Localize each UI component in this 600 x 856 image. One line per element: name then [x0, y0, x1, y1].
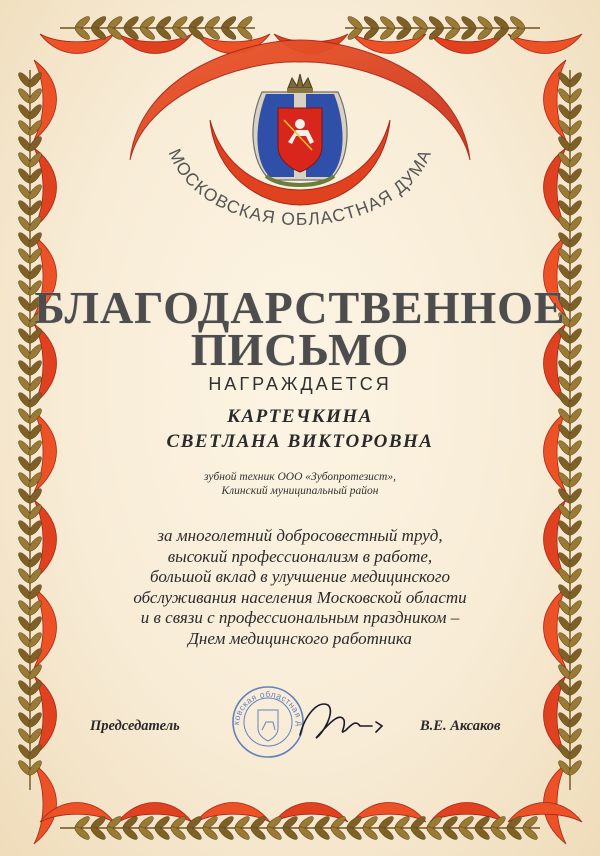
- recipient-name: СВЕТЛАНА ВИКТОРОВНА: [166, 431, 434, 452]
- signatory-name: В.Е. Аксаков: [420, 718, 501, 734]
- document-title-line2: ПИСЬМО: [190, 324, 410, 375]
- reason-line: и в связи с профессиональным праздником –: [140, 608, 460, 627]
- recipient-district: Клинский муниципальный район: [221, 485, 379, 497]
- reason-line: высокий профессионализм в работе,: [167, 546, 433, 566]
- reason-line: большой вклад в улучшение медицинского: [150, 567, 450, 586]
- svg-text:Московская областная дума: Московская областная дума: [230, 688, 306, 727]
- reason-line: обслуживания населения Московской области: [133, 587, 467, 607]
- organization-name: МОСКОВСКАЯ ОБЛАСТНАЯ ДУМА: [164, 145, 436, 230]
- document-title-line1: БЛАГОДАРСТВЕННОЕ: [34, 282, 566, 333]
- signatory-role: Председатель: [90, 718, 180, 734]
- reason-line: Днем медицинского работника: [188, 628, 412, 648]
- award-reason: [0, 526, 600, 649]
- awarded-label: НАГРАЖДАЕТСЯ: [208, 374, 392, 394]
- recipient-surname: КАРТЕЧКИНА: [227, 406, 373, 427]
- recipient-position: зубной техник ООО «Зубопротезист»,: [204, 471, 396, 483]
- reason-line: за многолетний добросовестный труд,: [157, 526, 443, 545]
